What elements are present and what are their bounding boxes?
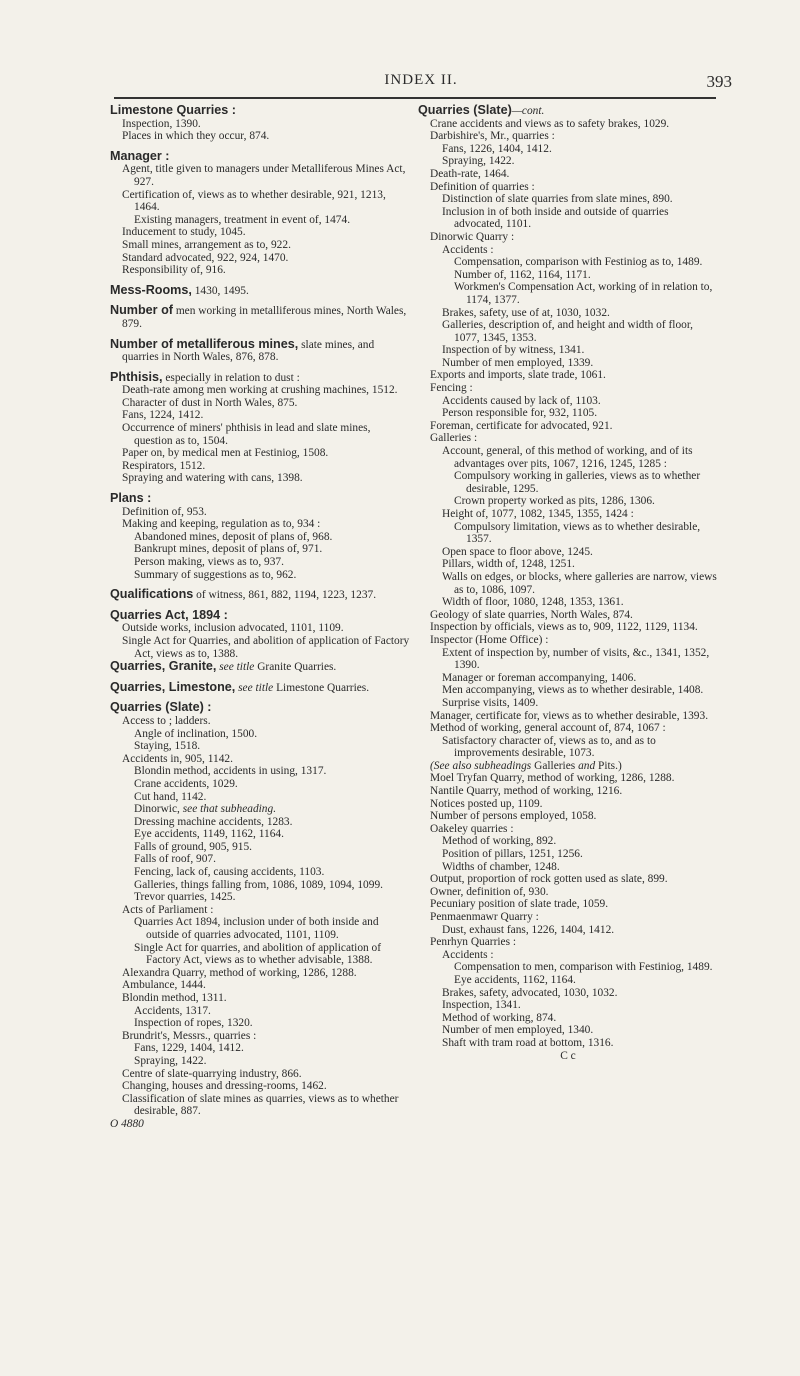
subentry: Crane accidents, 1029. [134,777,238,790]
entry-text: of witness, 861, 882, 1194, 1223, 1237. [193,589,377,602]
subentry: Inspection of ropes, 1320. [134,1017,253,1030]
subentry: Single Act for Quarries, and abolition of application of Factory Act, views as to, 1388. [122,634,410,660]
entry-heading: Mess-Rooms, [110,282,192,297]
subentry: Dinorwic Quarry : [430,230,515,243]
subentry [110,803,410,816]
subentry: Galleries : [430,432,478,445]
subentry: Occurrence of miners' phthisis in lead and slate mines, question as to, 1504. [122,422,371,447]
subentry: Inspection by officials, views as to, 909, 1122, 1129, 1134. [430,621,698,634]
subentry: Fans, 1226, 1404, 1412. [442,142,552,155]
subentry: Crown property worked as pits, 1286, 1306. [454,495,655,508]
subentry: Small mines, arrangement as to, 922. [122,238,291,251]
subentry: Single Act for quarries, and abolition of application of Factory Act, views as to whether advisable, 1388. [134,941,382,967]
subentry: Satisfactory character of, views as to, and as to improvements desirable, 1073. [442,734,656,760]
subentry: Staying, 1518. [134,740,201,753]
index-column-left [110,104,410,1131]
page-header [110,72,732,94]
subentry: Fans, 1229, 1404, 1412. [134,1042,244,1055]
subentry: Spraying, 1422. [442,155,515,168]
subentry: Workmen's Compensation Act, working of in relation to, 1174, 1377. [454,281,713,306]
index-entry [110,371,410,385]
subentry: Height of, 1077, 1082, 1345, 1355, 1424 : [442,508,634,520]
entry-heading: Quarries Act, 1894 : [110,607,228,622]
header-rule [114,97,716,99]
subentry: Changing, houses and dressing-rooms, 1462. [122,1080,327,1093]
subentry: Notices posted up, 1109. [430,797,543,810]
subentry: Inspection of by witness, 1341. [442,344,585,357]
see-reference: see that subheading. [179,803,277,816]
subentry: Definition of quarries : [430,180,535,193]
subentry: Angle of inclination, 1500. [134,727,258,740]
subentry: Death-rate, 1464. [430,167,510,180]
subentry: Inclusion in of both inside and outside of quarries advocated, 1101. [442,205,669,231]
subentry: Accidents in, 905, 1142. [122,752,233,765]
subentry: Compensation to men, comparison with Festiniog, 1489. [454,961,713,974]
subentry: Surprise visits, 1409. [442,696,539,709]
subentry: Making and keeping, regulation as to, 934 : [122,518,321,531]
subentry: Blondin method, 1311. [122,992,227,1004]
subentry: Trevor quarries, 1425. [134,891,236,904]
running-title: INDEX II. [384,72,458,88]
subentry: Crane accidents and views as to safety brakes, 1029. [430,117,670,130]
index-entry [110,588,410,602]
subentry: Walls on edges, or blocks, where galleries are narrow, views as to, 1086, 1097. [442,570,717,596]
subentry: Fans, 1224, 1412. [122,409,204,422]
subentry: Galleries, description of, and height and width of floor, 1077, 1345, 1353. [442,319,694,344]
subentry: Classification of slate mines as quarries, views as to whether desirable, 887. [122,1092,399,1118]
entry-text: Limestone Quarries. [273,681,370,694]
subentry: Exports and imports, slate trade, 1061. [430,369,606,382]
subentry: Standard advocated, 922, 924, 1470. [122,251,289,264]
entry-text: especially in relation to dust : [162,371,300,384]
entry-heading: Limestone Quarries : [110,103,236,117]
subentry: Definition of, 953. [122,505,207,518]
subentry: Distinction of slate quarries from slate mines, 890. [442,193,673,206]
subentry: Shaft with tram road at bottom, 1316. [442,1036,614,1049]
index-entry [110,660,410,674]
entry-heading: Qualifications [110,587,194,602]
subentry: Number of, 1162, 1164, 1171. [454,268,591,281]
subentry: Nantile Quarry, method of working, 1216. [430,785,623,798]
subentry: Eye accidents, 1149, 1162, 1164. [134,828,284,841]
entry-heading: Number of metalliferous mines, [110,336,299,351]
subentry: Quarries Act 1894, inclusion under of both inside and outside of quarries advocated, 1101, 1109. [134,916,379,942]
subentry: Manager, certificate for, views as to whether desirable, 1393. [430,709,709,722]
subentry: Respirators, 1512. [122,459,206,472]
subentry: Geology of slate quarries, North Wales, 874. [430,608,633,621]
subentry: Extent of inspection by, number of visits, &c., 1341, 1352, 1390. [442,646,710,672]
subentry: Brundrit's, Messrs., quarries : [122,1029,257,1042]
index-entry [110,284,410,298]
see-reference: see title [216,661,255,674]
subentry: Method of working, general account of, 874, 1067 : [430,722,666,735]
subentry: Galleries, things falling from, 1086, 1089, 1094, 1099. [134,878,383,891]
subentry: Person responsible for, 932, 1105. [442,407,598,420]
subentry: Fencing, lack of, causing accidents, 1103. [134,866,325,879]
entry-text: Dinorwic, [134,803,180,816]
subentry: Centre of slate-quarrying industry, 866. [122,1067,302,1080]
subentry: Pillars, width of, 1248, 1251. [442,558,575,571]
subentry: Accidents, 1317. [134,1004,211,1017]
subentry: Agent, title given to managers under Metalliferous Mines Act, 927. [122,163,406,188]
subentry: Penmaenmawr Quarry : [430,911,539,923]
subentry: Eye accidents, 1162, 1164. [454,973,576,986]
subentry: Brakes, safety, advocated, 1030, 1032. [442,986,618,999]
page-number: 393 [706,72,732,91]
entry-text: Granite Quarries. [254,661,337,674]
subentry: Compulsory working in galleries, views as to whether desirable, 1295. [454,470,701,495]
subentry: Account, general, of this method of working, and of its advantages over pits, 1067, 1216, 1245, 1285 : [442,445,693,470]
entry-text: slate mines, and quarries in North Wales, 876, 878. [122,338,375,364]
subentry: Open space to floor above, 1245. [442,545,593,558]
subentry: Falls of roof, 907. [134,853,216,866]
entry-heading: Quarries, Limestone, [110,679,236,694]
subentry: Alexandra Quarry, method of working, 1286, 1288. [122,966,357,979]
subentry: Cut hand, 1142. [134,790,207,803]
subentry: Acts of Parliament : [122,903,214,916]
subentry: Moel Tryfan Quarry, method of working, 1286, 1288. [430,772,675,785]
subentry: Owner, definition of, 930. [430,885,549,898]
entry-text: 1430, 1495. [191,284,249,297]
entry-heading: Quarries (Slate) [418,103,512,117]
subentry: Falls of ground, 905, 915. [134,840,253,853]
subentry: Accidents caused by lack of, 1103. [442,394,601,407]
entry-heading: Manager : [110,148,170,163]
subentry: Person making, views as to, 937. [134,556,284,568]
subentry: Output, proportion of rock gotten used as slate, 899. [430,873,668,886]
subentry: Access to ; ladders. [122,714,211,727]
entry-heading: Quarries (Slate) : [110,700,212,715]
subentry: Spraying and watering with cans, 1398. [122,472,303,485]
entry-text: men working in metalliferous mines, North Wales, 879. [122,305,407,330]
subentry: Penrhyn Quarries : [430,936,517,949]
subentry: Men accompanying, views as to whether desirable, 1408. [442,684,704,697]
subentry: Brakes, safety, use of at, 1030, 1032. [442,306,610,319]
entry-heading: Number of [110,303,173,318]
subentry: Paper on, by medical men at Festiniog, 1508. [122,447,329,460]
subentry: Character of dust in North Wales, 875. [122,396,298,409]
subentry: Compensation, comparison with Festiniog as to, 1489. [454,256,703,269]
see-reference: see title [235,681,274,694]
subentry: Position of pillars, 1251, 1256. [442,848,583,861]
subentry: Number of persons employed, 1058. [430,810,597,823]
subentry: Responsibility of, 916. [122,264,226,277]
subentry: Spraying, 1422. [134,1054,207,1067]
subentry: Accidents : [442,948,494,961]
subentry: Places in which they occur, 874. [122,130,270,143]
subentry: Existing managers, treatment in event of, 1474. [134,213,351,226]
index-entry [110,304,410,330]
index-entry [110,338,410,364]
entry-heading: Plans : [110,491,152,506]
subentry: Width of floor, 1080, 1248, 1353, 1361. [442,596,624,609]
subentry: Widths of chamber, 1248. [442,860,560,873]
subentry: Dressing machine accidents, 1283. [134,815,293,828]
subentry: Method of working, 874. [442,1011,557,1024]
subentry: Number of men employed, 1340. [442,1024,594,1037]
subentry: Inspection, 1341. [442,999,521,1012]
signature-mark: O 4880 [110,1117,144,1130]
subentry: Method of working, 892. [442,835,557,848]
subentry: Inducement to study, 1045. [122,226,246,239]
subentry: Foreman, certificate for advocated, 921. [430,419,613,432]
continued-label: —cont. [511,105,545,117]
signature-mark: C c [560,1049,576,1062]
subentry: Number of men employed, 1339. [442,356,594,369]
entry-heading: Quarries, Granite, [110,659,217,674]
subentry: Death-rate among men working at crushing machines, 1512. [122,384,398,397]
subentry: Pecuniary position of slate trade, 1059. [430,898,609,911]
subentry: Summary of suggestions as to, 962. [134,568,297,581]
subentry: Inspector (Home Office) : [430,633,549,646]
subentry: Abandoned mines, deposit of plans of, 968. [134,530,333,543]
subentry: Bankrupt mines, deposit of plans of, 971. [134,543,323,556]
subentry: Certification of, views as to whether desirable, 921, 1213, 1464. [122,188,386,214]
entry-heading: Phthisis, [110,369,163,384]
subentry: Fencing : [430,382,473,395]
index-entry [110,681,410,695]
subentry: Manager or foreman accompanying, 1406. [442,671,637,684]
subentry: Ambulance, 1444. [122,979,206,992]
subentry: Blondin method, accidents in using, 1317. [134,765,327,778]
subentry: Outside works, inclusion advocated, 1101, 1109. [122,622,344,635]
subentry: Darbishire's, Mr., quarries : [430,130,555,143]
subentry: Compulsory limitation, views as to whether desirable, 1357. [454,520,701,546]
subentry: Dust, exhaust fans, 1226, 1404, 1412. [442,923,615,936]
cross-reference: (See also subheadings Galleries and Pits.) [430,759,622,772]
subentry: Accidents : [442,243,494,256]
subentry: Oakeley quarries : [430,822,514,835]
subentry: Inspection, 1390. [122,117,201,130]
index-column-right [418,104,718,1062]
